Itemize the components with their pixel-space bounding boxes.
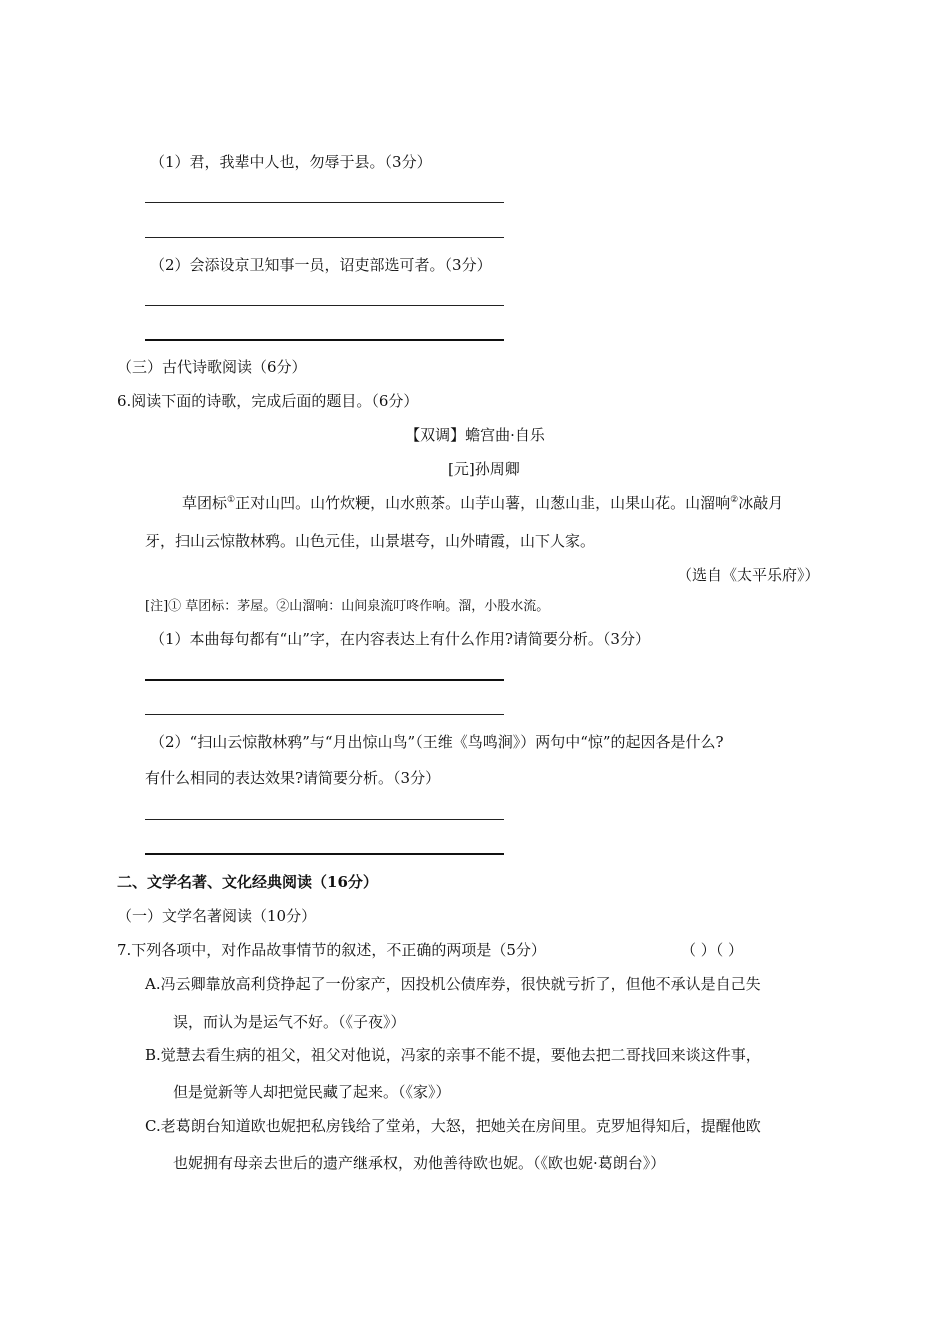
poetry-sub-question-2: （2）“扫山云惊散林鸦”与“月出惊山鸟”（王维《鸟鸣涧》）两句中“惊”的起因各是什么? xyxy=(150,733,724,751)
poem-text: 正对山凹。山竹炊粳，山水煎茶。山芋山薯，山葱山韭，山果山花。山溜响 xyxy=(235,494,731,512)
translation-question-1: （1）君，我辈中人也，勿辱于县。（3分） xyxy=(150,153,432,171)
option-c-cont: 也妮拥有母亲去世后的遗产继承权，劝他善待欧也妮。（《欧也妮·葛朗台》） xyxy=(173,1154,666,1172)
answer-line xyxy=(145,714,504,715)
poem-notes: [注]① 草团标：茅屋。②山溜响：山间泉流叮咚作响。溜，小股水流。 xyxy=(145,599,550,614)
answer-line xyxy=(145,679,504,681)
answer-line xyxy=(145,237,504,238)
poem-text: 冰敲月 xyxy=(738,494,784,512)
poem-line-1 xyxy=(182,493,783,513)
option-b: B.觉慧去看生病的祖父，祖父对他说，冯家的亲事不能不提，要他去把二哥找回来谈这件事， xyxy=(145,1046,761,1064)
answer-line xyxy=(145,339,504,341)
poem-line-2: 牙，扫山云惊散林鸦。山色元佳，山景堪夸，山外晴霞，山下人家。 xyxy=(145,532,596,550)
poetry-sub-question-1: （1）本曲每句都有“山”字，在内容表达上有什么作用?请简要分析。（3分） xyxy=(150,630,650,648)
option-c: C.老葛朗台知道欧也妮把私房钱给了堂弟，大怒，把她关在房间里。克罗旭得知后，提醒他欧 xyxy=(145,1117,761,1135)
poetry-section-heading: （三）古代诗歌阅读（6分） xyxy=(117,358,307,376)
poem-text: 草团标 xyxy=(182,494,228,512)
question-6: 6.阅读下面的诗歌，完成后面的题目。（6分） xyxy=(117,392,419,410)
poetry-sub-question-2-cont: 有什么相同的表达效果?请简要分析。（3分） xyxy=(145,769,441,787)
note-marker: ① xyxy=(227,495,236,505)
note-marker: ② xyxy=(730,495,739,505)
question-7: 7.下列各项中，对作品故事情节的叙述，不正确的两项是（5分） xyxy=(117,941,546,959)
option-b-cont: 但是觉新等人却把觉民藏了起来。（《家》） xyxy=(173,1083,451,1101)
option-a-cont: 误，而认为是运气不好。（《子夜》） xyxy=(173,1013,406,1031)
answer-line xyxy=(145,202,504,203)
poem-title: 【双调】蟾宫曲·自乐 xyxy=(405,426,545,444)
classics-section-heading: 二、文学名著、文化经典阅读（16分） xyxy=(117,873,378,891)
translation-question-2: （2）会添设京卫知事一员，诏吏部选可者。（3分） xyxy=(150,256,492,274)
answer-line xyxy=(145,819,504,820)
poem-source: （选自《太平乐府》） xyxy=(677,566,820,584)
answer-line xyxy=(145,305,504,306)
poem-author: [元]孙周卿 xyxy=(448,460,520,478)
answer-blanks: （ ）（ ） xyxy=(681,941,744,959)
answer-line xyxy=(145,853,504,855)
classics-sub-heading: （一）文学名著阅读（10分） xyxy=(117,907,317,925)
option-a: A.冯云卿靠放高利贷挣起了一份家产，因投机公债库券，很快就亏折了，但他不承认是自己失 xyxy=(145,975,761,993)
